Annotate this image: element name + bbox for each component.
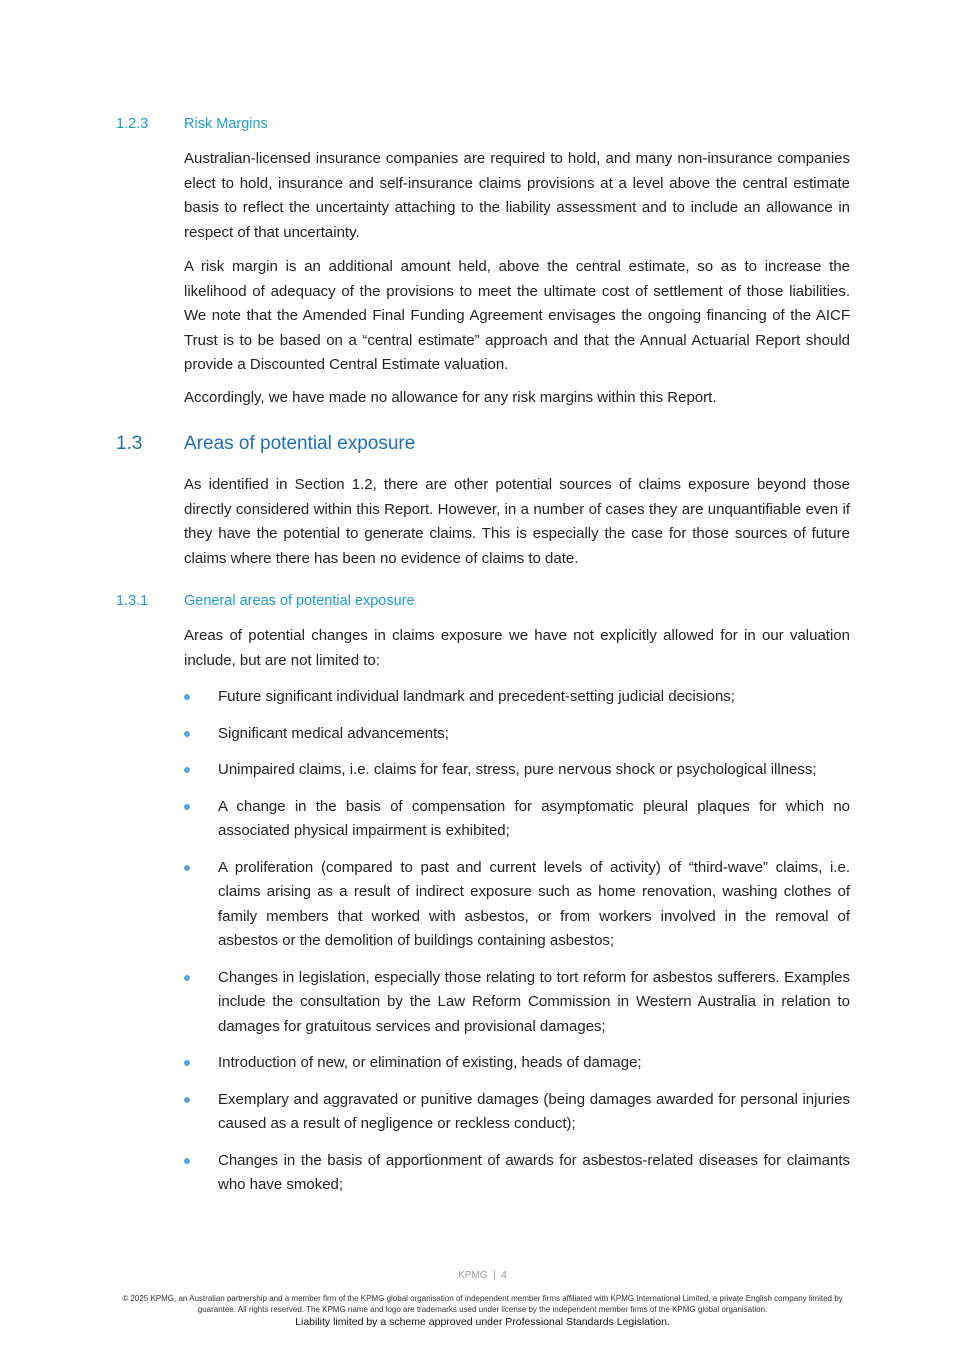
bullet-icon: [184, 767, 190, 773]
section-1-3-heading: [116, 433, 415, 455]
paragraph: Areas of potential changes in claims exposure we have not explicitly allowed for in our valuation include, but are not limited to:: [184, 627, 850, 669]
section-title: General areas of potential exposure: [184, 593, 415, 609]
bullet-icon: [184, 1158, 190, 1164]
list-item: Changes in legislation, especially those relating to tort reform for asbestos sufferers. Examples include the consultation by the Law Reform Commission in Western Australia in relation to damages for gratuitous services and provisional damages;: [184, 966, 850, 1040]
bullet-icon: [184, 1097, 190, 1103]
list-item: Changes in the basis of apportionment of awards for asbestos-related diseases for claimants who have smoked;: [184, 1149, 850, 1198]
paragraph: As identified in Section 1.2, there are other potential sources of claims exposure beyond those directly considered within this Report. However, in a number of cases they are unquantifiable even if they have the potential to generate claims. This is especially the case for those sources of future claims where there has been no evidence of claims to date.: [184, 476, 850, 567]
bullet-icon: [184, 865, 190, 871]
list-item: Future significant individual landmark and precedent-setting judicial decisions;: [184, 685, 850, 710]
paragraph: Australian-licensed insurance companies are required to hold, and many non-insurance companies elect to hold, insurance and self-insurance claims provisions at a level above the central estimate basis to reflect the uncertainty attaching to the liability assessment and to include an allowance in respect of that uncertainty.: [184, 150, 850, 241]
section-number: 1.3.1: [116, 593, 149, 609]
page-number: KPMG | 4: [458, 1270, 507, 1281]
paragraph: Accordingly, we have made no allowance for any risk margins within this Report.: [184, 389, 717, 406]
section-number: 1.2.3: [116, 116, 149, 132]
section-1-2-3-heading: [116, 116, 268, 132]
section-title: Risk Margins: [184, 116, 268, 132]
section-title: Areas of potential exposure: [184, 433, 416, 454]
bullet-icon: [184, 731, 190, 737]
section-number: 1.3: [116, 433, 143, 454]
bullet-icon: [184, 975, 190, 981]
exposure-bullet-list: [184, 685, 850, 1210]
list-item: A proliferation (compared to past and current levels of activity) of “third-wave” claims, i.e. claims arising as a result of indirect exposure such as home renovation, washing clothes of family members that worked with asbestos, or from workers involved in the removal of asbestos or the demolition of buildings containing asbestos;: [184, 856, 850, 954]
section-1-3-1-heading: [116, 593, 415, 609]
list-item: Unimpaired claims, i.e. claims for fear, stress, pure nervous shock or psychological illness;: [184, 758, 850, 783]
bullet-icon: [184, 804, 190, 810]
liability-notice: Liability limited by a scheme approved under Professional Standards Legislation.: [295, 1316, 670, 1328]
list-item: A change in the basis of compensation for asymptomatic pleural plaques for which no associated physical impairment is exhibited;: [184, 795, 850, 844]
list-item: Exemplary and aggravated or punitive damages (being damages awarded for personal injuries caused as a result of negligence or reckless conduct);: [184, 1088, 850, 1137]
list-item: Significant medical advancements;: [184, 722, 850, 747]
copyright-notice: © 2025 KPMG, an Australian partnership and a member firm of the KPMG global organisation of independent member firms affiliated with KPMG International Limited, a private English company limited by guarantee. All rights reserved. The KPMG name and logo are trademarks used under license by the independent member firms of the KPMG global organisation.: [122, 1294, 843, 1314]
paragraph: A risk margin is an additional amount held, above the central estimate, so as to increase the likelihood of adequacy of the provisions to meet the ultimate cost of settlement of those liabilities. We note that the Amended Final Funding Agreement envisages the ongoing financing of the AICF Trust is to be based on a “central estimate” approach and that the Annual Actuarial Report should provide a Discounted Central Estimate valuation.: [184, 258, 850, 373]
bullet-icon: [184, 1060, 190, 1066]
list-item: Introduction of new, or elimination of existing, heads of damage;: [184, 1051, 850, 1076]
bullet-icon: [184, 694, 190, 700]
